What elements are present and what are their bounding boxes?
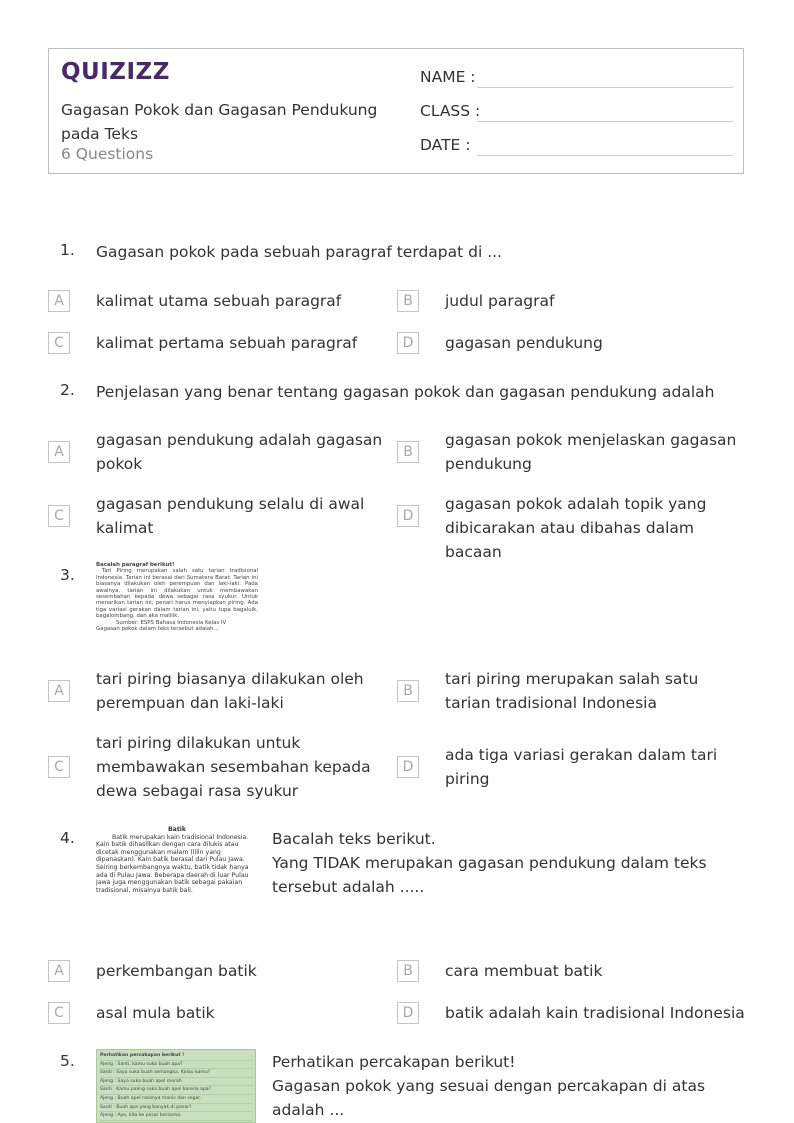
dialog-row: Ajeng : Saya suka buah apel merah. bbox=[100, 1078, 252, 1087]
image-source: Sumber: ESPS Bahasa Indonesia Kelas IV bbox=[116, 619, 227, 626]
image-heading: Batik bbox=[167, 826, 187, 833]
option-letter[interactable]: B bbox=[397, 680, 419, 702]
dialog-row: Ajeng : Ayo, kita ke pasar bersama. bbox=[100, 1112, 252, 1121]
option-letter[interactable]: C bbox=[48, 756, 70, 778]
option-letter[interactable]: A bbox=[48, 960, 70, 982]
option-text[interactable]: perkembangan batik bbox=[96, 962, 257, 980]
name-field bbox=[420, 68, 476, 86]
option-letter[interactable]: D bbox=[397, 1002, 419, 1024]
quizizz-logo: QUIZIZZ bbox=[61, 59, 170, 85]
option-text[interactable]: tari piring biasanya dilakukan oleh perempuan dan laki-laki bbox=[96, 670, 364, 712]
question-text: Bacalah teks berikut. Yang TIDAK merupakan gagasan pendukung dalam teks tersebut adalah ..... bbox=[272, 830, 707, 896]
worksheet-header bbox=[48, 48, 744, 174]
image-question: Gagasan pokok dalam teks tersebut adalah... bbox=[96, 626, 219, 633]
option-text[interactable]: gagasan pokok adalah topik yang dibicarakan atau dibahas dalam bacaan bbox=[445, 495, 707, 561]
option-text[interactable]: batik adalah kain tradisional Indonesia bbox=[445, 1004, 745, 1022]
dialog-row: Santi : Kamu paling suka buah apel karena apa? bbox=[100, 1086, 252, 1095]
question-text: Gagasan pokok pada sebuah paragraf terdapat di ... bbox=[96, 243, 502, 261]
class-field bbox=[420, 102, 480, 120]
date-field bbox=[420, 136, 470, 154]
option-letter[interactable]: A bbox=[48, 290, 70, 312]
worksheet-title: Gagasan Pokok dan Gagasan Pendukung pada Teks bbox=[61, 101, 378, 143]
question-number: 3. bbox=[60, 566, 75, 584]
dialog-row: Santi : Saya suka buah semangka. Kalau kamu? bbox=[100, 1069, 252, 1078]
class-line[interactable] bbox=[477, 121, 733, 122]
option-text[interactable]: gagasan pendukung bbox=[445, 334, 603, 352]
option-letter[interactable]: B bbox=[397, 960, 419, 982]
name-line[interactable] bbox=[477, 87, 733, 88]
class-label: CLASS : bbox=[420, 102, 481, 120]
question-image bbox=[96, 1049, 256, 1123]
option-letter[interactable]: B bbox=[397, 290, 419, 312]
option-letter[interactable]: B bbox=[397, 441, 419, 463]
question-number: 2. bbox=[60, 381, 75, 399]
option-text[interactable]: judul paragraf bbox=[445, 292, 555, 310]
option-text[interactable]: asal mula batik bbox=[96, 1004, 215, 1022]
question-text: Penjelasan yang benar tentang gagasan pokok dan gagasan pendukung adalah bbox=[96, 383, 715, 401]
option-text[interactable]: kalimat pertama sebuah paragraf bbox=[96, 334, 358, 352]
option-letter[interactable]: A bbox=[48, 441, 70, 463]
option-letter[interactable]: D bbox=[397, 756, 419, 778]
option-text[interactable]: ada tiga variasi gerakan dalam tari piring bbox=[445, 746, 718, 788]
dialog-row: Santi : Buah apa yang banyak di pasar? bbox=[100, 1104, 252, 1113]
date-line[interactable] bbox=[477, 155, 733, 156]
question-image bbox=[96, 562, 258, 648]
image-heading: Bacalah paragraf berikut! bbox=[96, 562, 175, 568]
question-image bbox=[96, 826, 258, 932]
option-letter[interactable]: C bbox=[48, 1002, 70, 1024]
question-number: 1. bbox=[60, 241, 75, 259]
question-number: 4. bbox=[60, 829, 75, 847]
option-letter[interactable]: C bbox=[48, 505, 70, 527]
question-text: Perhatikan percakapan berikut! Gagasan pokok yang sesuai dengan percakapan di atas adalah ... bbox=[272, 1053, 706, 1119]
dialog-row: Ajeng : Santi, kamu suka buah apa? bbox=[100, 1061, 252, 1070]
option-text[interactable]: gagasan pendukung adalah gagasan pokok bbox=[96, 431, 383, 473]
option-letter[interactable]: C bbox=[48, 332, 70, 354]
image-paragraph: Batik merupakan kain tradisional Indonesia. Kain batik dihasilkan dengan cara dilukis atau dicetak menggunakan malam (lilin yang dipanaskan). Kain batik berasal dari Pulau Jawa. Seiring berkembangnya waktu, batik tidak hanya ada di Pulau Jawa. Beberapa daerah di luar Pulau Jawa juga menggunakan batik sebagai pakaian tradisional, misalnya batik bali. bbox=[96, 833, 249, 894]
option-text[interactable]: tari piring dilakukan untuk membawakan sesembahan kepada dewa sebagai rasa syukur bbox=[96, 734, 371, 800]
question-count: 6 Questions bbox=[61, 145, 154, 163]
question-number: 5. bbox=[60, 1052, 75, 1070]
option-text[interactable]: kalimat utama sebuah paragraf bbox=[96, 292, 342, 310]
option-text[interactable]: gagasan pokok menjelaskan gagasan pendukung bbox=[445, 431, 737, 473]
image-heading: Perhatikan percakapan berikut ! bbox=[100, 1052, 252, 1061]
date-label: DATE : bbox=[420, 136, 471, 154]
name-label: NAME : bbox=[420, 68, 476, 86]
option-letter[interactable]: D bbox=[397, 505, 419, 527]
option-letter[interactable]: D bbox=[397, 332, 419, 354]
option-text[interactable]: cara membuat batik bbox=[445, 962, 603, 980]
option-letter[interactable]: A bbox=[48, 680, 70, 702]
option-text[interactable]: tari piring merupakan salah satu tarian tradisional Indonesia bbox=[445, 670, 699, 712]
image-paragraph: Tari Piring merupakan salah satu tarian tradisional Indonesia. Tarian ini berasal dari Sumatera Barat. Tarian ini biasanya dilakukan oleh perempuan dan laki-laki. Pada awalnya, tarian ini dilakukan untuk membawakan sesembahan kepada dewa sebagai rasa syukur. Untuk menarikan tarian ini, penari harus menyiapkan piring. Ada tiga variasi gerakan dalam tarian ini, yaitu tupa bagaluik, bagalombang, dan aka malilik. bbox=[96, 568, 258, 620]
option-text[interactable]: gagasan pendukung selalu di awal kalimat bbox=[96, 495, 365, 537]
dialog-row: Ajeng : Buah apel rasanya manis dan segar. bbox=[100, 1095, 252, 1104]
